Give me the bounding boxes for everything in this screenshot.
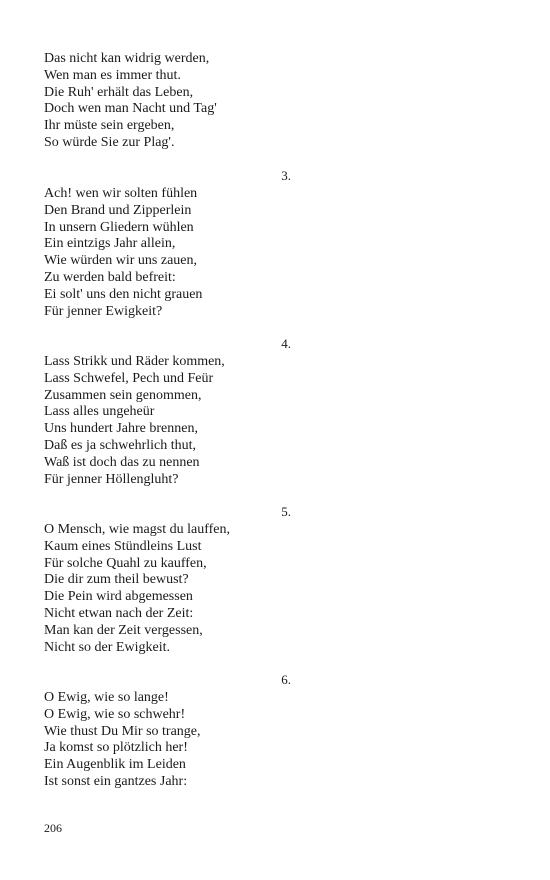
stanza-number: 5. [281, 504, 291, 519]
verse-line: O Mensch, wie magst du lauffen, [44, 522, 230, 537]
verse-line: Die Pein wird abgemessen [44, 589, 193, 605]
stanza-3 [44, 168, 291, 320]
stanza-5 [44, 504, 291, 656]
verse-line: Für solche Quahl zu kauffen, [44, 555, 207, 571]
verse-line: Ein Augenblik im Leiden [44, 757, 186, 773]
page-number: 206 [44, 821, 62, 835]
verse-line: Waß ist doch das zu nennen [44, 454, 200, 470]
verse-line: In unsern Gliedern wühlen [44, 219, 194, 235]
stanza-number: 3. [281, 168, 291, 183]
verse-line: Zusammen sein genommen, [44, 387, 202, 403]
verse-line: Ein eintzigs Jahr allein, [44, 236, 176, 252]
verse-line: Zu werden bald befreit: [44, 269, 176, 285]
verse-line: Uns hundert Jahre brennen, [44, 421, 198, 437]
stanza-number: 4. [281, 336, 291, 351]
verse-line: Lass alles ungeheür [44, 404, 155, 420]
verse-line: So würde Sie zur Plag'. [44, 134, 175, 150]
verse-line: Daß es ja schwehrlich thut, [44, 437, 197, 453]
verse-line: Das nicht kan widrig werden, [44, 51, 210, 66]
verse-line: Ihr müste sein ergeben, [44, 118, 175, 134]
verse-line: Für jenner Ewigkeit? [44, 303, 163, 319]
verse-line: Die dir zum theil bewust? [44, 572, 189, 588]
verse-line: Die Ruh' erhält das Leben, [44, 84, 194, 100]
verse-line: Wen man es immer thut. [44, 67, 181, 83]
verse-line: Lass Strikk und Räder kommen, [44, 354, 225, 369]
stanza-6 [44, 672, 291, 791]
stanza-4 [44, 336, 291, 488]
verse-line: Für jenner Höllengluht? [44, 471, 179, 487]
verse-line: Kaum eines Stündleins Lust [44, 538, 202, 554]
verse-line: Ei solt' uns den nicht grauen [44, 286, 203, 302]
verse-line: Den Brand und Zipperlein [44, 202, 192, 218]
verse-line: O Ewig, wie so schwehr! [44, 706, 186, 722]
verse-line: Nicht etwan nach der Zeit: [44, 605, 194, 621]
verse-line: Ist sonst ein gantzes Jahr: [44, 773, 188, 789]
stanza-number: 6. [281, 672, 291, 687]
verse-line: Ach! wen wir solten fühlen [44, 186, 198, 201]
verse-line: Man kan der Zeit vergessen, [44, 622, 203, 638]
verse-line: Nicht so der Ewigkeit. [44, 639, 170, 655]
verse-line: Doch wen man Nacht und Tag' [44, 101, 217, 117]
verse-line: Lass Schwefel, Pech und Feür [44, 370, 214, 386]
verse-line: Wie würden wir uns zauen, [44, 253, 197, 269]
verse-line: Ja komst so plötzlich her! [44, 740, 188, 756]
stanza-2-continued [44, 51, 274, 152]
verse-line: Wie thust Du Mir so trange, [44, 723, 201, 739]
verse-line: O Ewig, wie so lange! [44, 690, 169, 705]
